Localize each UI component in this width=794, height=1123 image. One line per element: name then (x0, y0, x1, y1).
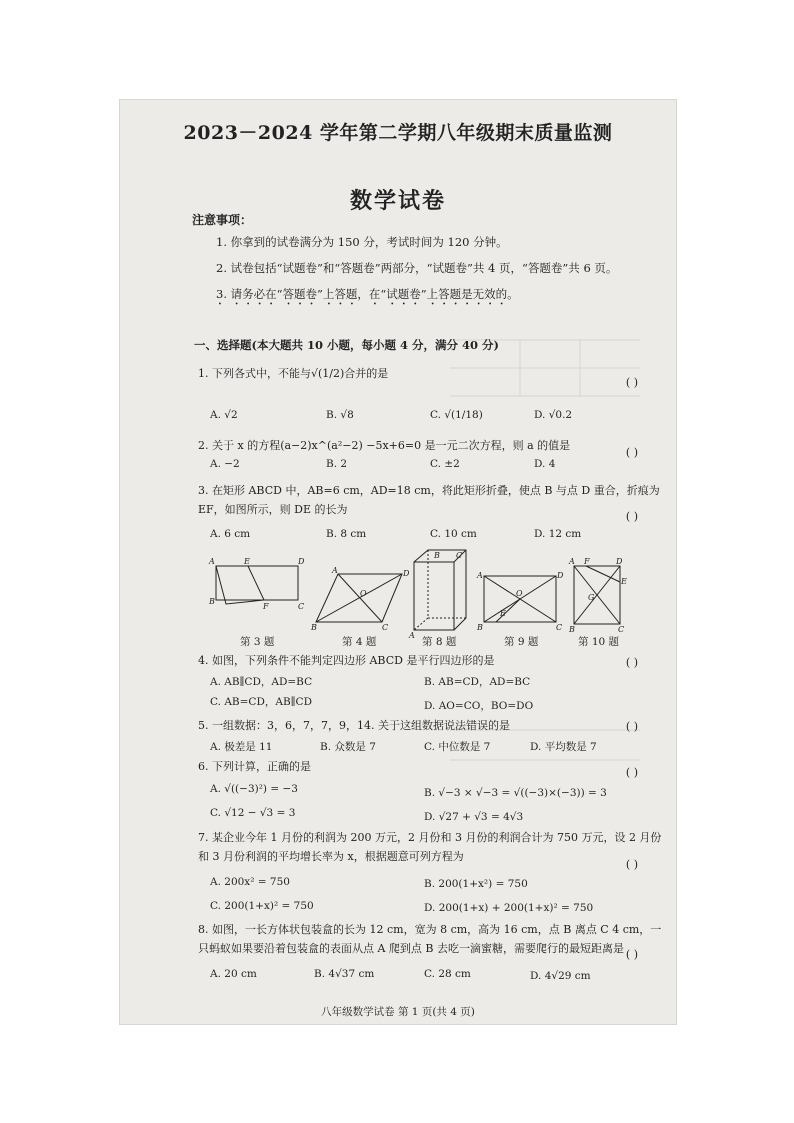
question-5-stem: 5. 一组数据：3，6，7，7，9，14. 关于这组数据说法错误的是 (198, 719, 510, 732)
question-8-stem: 8. 如图，一长方体状包装盒的长为 12 cm，宽为 8 cm，高为 16 cm，点 B 离点 C 4 cm，一只蚂蚁如果要沿着包装盒的表面从点 A 爬到点 B 去吃一滴蜜糖，需要爬行的最短距离是 (198, 923, 662, 955)
q3-option-a: A. 6 cm (210, 528, 251, 540)
question-4-answer-blank: ( ) (625, 656, 638, 669)
svg-text:O: O (360, 589, 367, 598)
svg-text:A: A (477, 571, 483, 580)
q6-option-d: D. √27 + √3 = 4√3 (424, 811, 524, 823)
exam-subtitle: 数学试卷 (349, 188, 446, 214)
q6-option-b: B. √−3 × √−3 = √((−3)×(−3)) = 3 (424, 787, 607, 799)
q2-option-c: C. ±2 (430, 458, 460, 470)
exam-title: 2023－2024 学年第二学期八年级期末质量监测 (183, 122, 613, 144)
svg-text:A: A (332, 566, 338, 575)
svg-text:D: D (616, 557, 623, 566)
svg-text:B: B (311, 623, 317, 632)
q3-option-c: C. 10 cm (430, 528, 477, 540)
q3-option-d: D. 12 cm (534, 528, 582, 540)
svg-text:O: O (516, 589, 523, 598)
svg-text:A: A (409, 631, 415, 640)
page-footer: 八年级数学试卷 第 1 页(共 4 页) (321, 1006, 475, 1018)
svg-text:B: B (434, 551, 440, 560)
q8-option-a: A. 20 cm (210, 968, 257, 980)
svg-text:D: D (403, 569, 410, 578)
q6-option-c: C. √12 − √3 = 3 (210, 807, 296, 819)
note-item-1: 1. 你拿到的试卷满分为 150 分，考试时间为 120 分钟。 (216, 235, 508, 249)
caption-q8: 第 8 题 (422, 636, 457, 648)
figure-q4-quadrilateral (310, 568, 410, 632)
q1-option-b: B. √8 (326, 409, 354, 421)
svg-text:B: B (569, 625, 575, 634)
svg-text:C: C (556, 623, 563, 632)
q2-option-d: D. 4 (534, 458, 556, 470)
q8-option-b: B. 4√37 cm (314, 968, 375, 980)
caption-q3: 第 3 题 (240, 636, 275, 648)
q8-option-c: C. 28 cm (424, 968, 471, 980)
question-3-stem: 3. 在矩形 ABCD 中，AB=6 cm，AD=18 cm，将此矩形折叠，使点 B 与点 D 重合，折痕为 EF，如图所示，则 DE 的长为 (198, 484, 660, 516)
exam-paper (120, 100, 676, 1024)
q7-option-b: B. 200(1+x²) = 750 (424, 878, 528, 890)
question-6-answer-blank: ( ) (625, 766, 638, 779)
svg-text:E: E (621, 577, 627, 586)
q4-option-a: A. AB∥CD，AD=BC (210, 676, 313, 688)
question-8-answer-blank: ( ) (625, 948, 638, 961)
svg-text:E: E (244, 557, 250, 566)
note-item-2: 2. 试卷包括“试题卷”和“答题卷”两部分，“试题卷”共 4 页，“答题卷”共 6 页。 (216, 261, 618, 275)
q1-option-d: D. √0.2 (534, 409, 573, 421)
svg-text:C: C (456, 551, 463, 560)
q6-option-a: A. √((−3)²) = −3 (210, 783, 298, 795)
q5-option-b: B. 众数是 7 (320, 741, 376, 753)
svg-text:A: A (569, 557, 575, 566)
question-4-stem: 4. 如图，下列条件不能判定四边形 ABCD 是平行四边形的是 (198, 654, 495, 667)
q1-option-a: A. √2 (210, 409, 238, 421)
svg-text:D: D (557, 571, 564, 580)
figure-q9-rectangle (476, 570, 566, 632)
notes-heading: 注意事项： (192, 213, 253, 227)
caption-q4: 第 4 题 (342, 636, 377, 648)
figure-q8-box (408, 546, 474, 640)
svg-text:F: F (584, 557, 590, 566)
q5-option-c: C. 中位数是 7 (424, 741, 491, 753)
q5-option-a: A. 极差是 11 (210, 741, 273, 753)
q5-option-d: D. 平均数是 7 (530, 741, 597, 753)
q1-option-c: C. √(1/18) (430, 409, 483, 421)
q7-option-c: C. 200(1+x)² = 750 (210, 900, 314, 912)
svg-text:F: F (263, 602, 269, 611)
q4-option-c: C. AB=CD，AB∥CD (210, 696, 312, 708)
q4-option-b: B. AB=CD，AD=BC (424, 676, 531, 688)
svg-text:D: D (298, 557, 305, 566)
svg-text:B: B (477, 623, 483, 632)
q8-option-d: D. 4√29 cm (530, 970, 591, 982)
q4-option-d: D. AO=CO，BO=DO (424, 700, 534, 712)
svg-text:C: C (618, 625, 625, 634)
question-6-stem: 6. 下列计算，正确的是 (198, 760, 311, 773)
svg-text:C: C (298, 602, 305, 611)
question-2-answer-blank: ( ) (625, 446, 638, 459)
question-1-stem: 1. 下列各式中，不能与√(1/2)合并的是 (198, 367, 389, 380)
q2-option-a: A. −2 (210, 458, 240, 470)
caption-q10: 第 10 题 (578, 636, 620, 648)
svg-text:G: G (588, 593, 595, 602)
svg-text:B: B (209, 597, 215, 606)
question-2-stem: 2. 关于 x 的方程(a−2)x^(a²−2) −5x+6=0 是一元二次方程，则 a 的值是 (198, 439, 571, 452)
section-heading: 一、选择题(本大题共 10 小题，每小题 4 分，满分 40 分) (194, 338, 499, 352)
q7-option-a: A. 200x² = 750 (210, 876, 290, 888)
figure-q3-folded-rectangle (208, 556, 308, 632)
q7-option-d: D. 200(1+x) + 200(1+x)² = 750 (424, 902, 594, 914)
q2-option-b: B. 2 (326, 458, 348, 470)
caption-q9: 第 9 题 (504, 636, 539, 648)
q3-option-b: B. 8 cm (326, 528, 367, 540)
svg-text:E: E (500, 609, 506, 618)
figure-q10-square (568, 556, 628, 632)
note-item-3: 3. 请务必在“答题卷”上答题，在“试题卷”上答题是无效的。 (216, 287, 519, 301)
question-1-answer-blank: ( ) (625, 376, 638, 389)
question-3-answer-blank: ( ) (625, 510, 638, 523)
svg-text:C: C (382, 623, 389, 632)
svg-text:A: A (209, 557, 215, 566)
question-7-answer-blank: ( ) (625, 858, 638, 871)
question-7-stem: 7. 某企业今年 1 月份的利润为 200 万元，2 月份和 3 月份的利润合计为 750 万元，设 2 月份和 3 月份利润的平均增长率为 x，根据题意可列方程为 (198, 831, 662, 863)
question-5-answer-blank: ( ) (625, 720, 638, 733)
